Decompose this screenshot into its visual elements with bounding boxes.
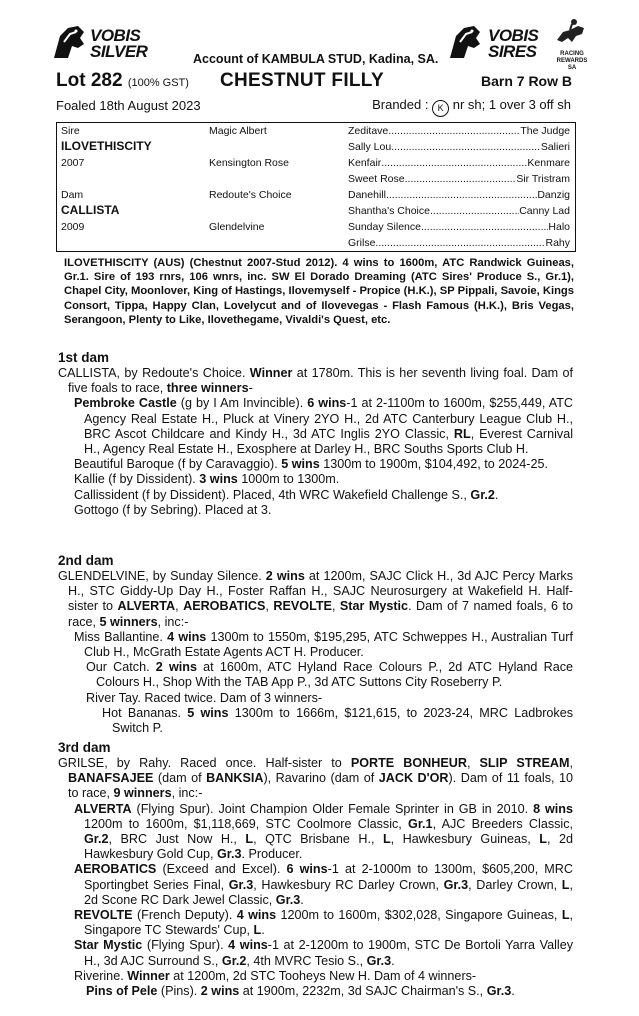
- progeny-list: [58, 396, 573, 518]
- bold-text: RL: [453, 426, 471, 441]
- sire-sire: Magic Albert: [209, 125, 267, 137]
- bold-text: REVOLTE: [273, 599, 332, 614]
- ancestor-row: Sunday Silence ..... Halo: [348, 221, 570, 234]
- ancestor-row: Zeditave ..... The Judge: [348, 125, 570, 138]
- bold-text: three winners: [166, 381, 249, 396]
- progeny-entry: [74, 908, 573, 938]
- text-run: River Tay. Raced twice. Dam of 3 winners-: [86, 690, 323, 705]
- bold-text: Gr.3: [366, 953, 392, 968]
- text-run: at 1200m, SAJC Click H., 3d AJC Percy Marks H., STC Giddy-Up Day H., Foster Raffan H., SAJC Neurosurgery at Wakefield H. Half-sister to: [68, 569, 573, 614]
- text-run: (Flying Spur).: [142, 938, 229, 953]
- sire-label: Sire: [61, 125, 80, 137]
- section-heading: 3rd dam: [58, 740, 111, 755]
- bold-text: PORTE BONHEUR: [350, 756, 467, 770]
- text-run: ,: [265, 599, 274, 614]
- logo-left-line2: SILVER: [90, 42, 148, 61]
- text-run: , Darley Crown,: [468, 877, 562, 892]
- text-run: 1000m to 1300m.: [237, 472, 340, 487]
- bold-text: 5 wins: [281, 457, 320, 472]
- foaled-date: Foaled 18th August 2023: [56, 98, 201, 113]
- progeny-entry: [86, 691, 573, 706]
- bold-text: Gr.3: [275, 892, 301, 907]
- dam-intro: [58, 756, 573, 802]
- vobis-silver-logo: [50, 22, 155, 62]
- bold-text: 5 winners: [99, 614, 158, 629]
- progeny-entry: [74, 472, 573, 487]
- text-run: . Producer.: [241, 847, 303, 862]
- ancestor-row: Kenfair ..... Kenmare: [348, 157, 570, 170]
- text-run: Beautiful Baroque (f by Caravaggio).: [74, 457, 282, 472]
- bold-text: BANAFSAJEE: [68, 771, 154, 786]
- progeny-entry: [74, 938, 573, 968]
- text-run: at 1200m, 2d STC Tooheys New H. Dam of 4 winners-: [169, 968, 477, 983]
- text-run: Our Catch.: [86, 660, 156, 675]
- text-run: , QTC Brisbane H.,: [253, 832, 383, 847]
- bold-text: Pins of Pele: [86, 984, 158, 999]
- bold-text: Pembroke Castle: [74, 396, 177, 411]
- bold-text: BANKSIA: [206, 771, 264, 786]
- text-run: (Flying Spur). Joint Champion Older Female Sprinter in GB in 2010.: [131, 801, 534, 816]
- bold-text: 2 wins: [155, 660, 197, 675]
- dam-name: CALLISTA: [61, 203, 120, 217]
- logo-right-line2: SIRES: [488, 42, 537, 61]
- text-run: (Pins).: [157, 984, 201, 999]
- branded-label: Branded :: [372, 97, 429, 112]
- progeny-entry: [74, 457, 573, 472]
- bold-text: L: [539, 832, 547, 847]
- bold-text: Gr.3: [228, 877, 254, 892]
- second-dam-section: [58, 553, 573, 736]
- progeny-entry: [74, 630, 573, 660]
- racing-rewards-line3: SA: [567, 65, 577, 71]
- text-run: GRILSE, by Rahy. Raced once. Half-sister to: [58, 756, 351, 770]
- text-run: , 2d Scone RC Dark Jewel Classic,: [84, 877, 573, 907]
- progeny-entry: [74, 396, 573, 457]
- dam-dam: Glendelvine: [209, 221, 265, 233]
- text-run: Callissident (f by Dissident). Placed, 4th WRC Wakefield Challenge S.,: [74, 487, 471, 502]
- horse-head-icon: [446, 22, 490, 62]
- text-run: .: [391, 953, 395, 968]
- progeny-entry: [86, 984, 573, 999]
- text-run: .: [261, 923, 265, 938]
- text-run: at 1900m, 2232m, 3d SAJC Chairman's S.,: [239, 984, 487, 999]
- bold-text: 4 wins: [228, 938, 268, 953]
- text-run: ), Ravarino (dam of: [263, 771, 379, 786]
- logo-left-line1: VOBIS: [90, 26, 141, 45]
- text-run: Kallie (f by Dissident).: [74, 472, 200, 487]
- text-run: -: [248, 381, 253, 396]
- bold-text: 4 wins: [167, 629, 207, 644]
- text-run: Riverine.: [74, 968, 128, 983]
- text-run: -1 at 2-1100m to 1600m, $255,449, ATC Agency Real Estate H., Pluck at Vinery 2YO H., 2d ATC Canterbury League Club H., BRC Ascot Childcare and Kindy H., 3d ATC Inglis 2YO Classic,: [84, 396, 574, 441]
- text-run: 1200m to 1600m, $1,118,669, STC Coolmore Classic,: [84, 816, 409, 831]
- text-run: , Singapore TC Stewards' Cup,: [84, 908, 574, 938]
- text-run: , 2d Hawkesbury Gold Cup,: [84, 832, 573, 862]
- sire-name: ILOVETHISCITY: [61, 139, 152, 153]
- bold-text: 6 wins: [307, 396, 347, 411]
- sire-year: 2007: [61, 157, 85, 169]
- bold-text: ALVERTA: [74, 801, 132, 816]
- text-run: , AJC Breeders Classic,: [432, 816, 574, 831]
- bold-text: 3 wins: [199, 472, 238, 487]
- ancestor-row: Sally Lou ..... Salieri: [348, 141, 570, 154]
- progeny-list: [58, 630, 573, 736]
- dam-sire: Redoute's Choice: [209, 189, 292, 201]
- bold-text: L: [561, 908, 570, 923]
- text-run: , Hawkesbury Guineas,: [390, 832, 540, 847]
- bold-text: Winner: [249, 366, 293, 380]
- bold-text: Winner: [127, 968, 170, 983]
- ancestor-row: Danehill ..... Danzig: [348, 189, 570, 202]
- progeny-entry: [74, 503, 573, 518]
- text-run: , inc:-: [157, 614, 189, 629]
- text-run: , Everest Carnival H., Agency Real Estate H., Exosphere at Darley H., BRC Souths Sports Club H.: [84, 426, 573, 457]
- text-run: .: [300, 892, 304, 907]
- bold-text: 9 winners: [113, 786, 172, 801]
- horse-jockey-icon: [554, 16, 590, 46]
- bold-text: 4 wins: [236, 908, 277, 923]
- bold-text: L: [561, 877, 570, 892]
- bold-text: L: [253, 923, 262, 938]
- bold-text: Star Mystic: [339, 599, 409, 614]
- brand-mark: K: [432, 100, 449, 117]
- text-run: -1 at 2-1200m to 1900m, STC De Bortoli Yarra Valley H., 3d AJC Surround S.,: [84, 938, 573, 968]
- text-run: at 1780m. This is her seventh living foal. Dam of five foals to race,: [68, 366, 573, 396]
- sire-dam: Kensington Rose: [209, 157, 289, 169]
- text-run: .: [511, 984, 515, 999]
- bold-text: L: [245, 832, 254, 847]
- lot-header: [56, 70, 576, 92]
- gst-note: (100% GST): [127, 77, 189, 89]
- bold-text: REVOLTE: [74, 908, 133, 923]
- bold-text: Gr.3: [443, 877, 469, 892]
- ancestor-row: Grilse ..... Rahy: [348, 237, 570, 250]
- bold-text: L: [382, 832, 391, 847]
- pedigree-table: [56, 122, 576, 252]
- racing-rewards-line1: RACING: [560, 51, 584, 57]
- lot-description: CHESTNUT FILLY: [220, 70, 384, 91]
- text-run: , Hawkesbury RC Darley Crown,: [253, 877, 444, 892]
- first-dam-section: [58, 350, 573, 518]
- branded-rest: nr sh; 1 over 3 off sh: [452, 97, 571, 112]
- text-run: at 1600m, ATC Hyland Race Colours P., 2d ATC Hyland Race Colours H., Shop With the TAB App P., 3d ATC Suttons City Roseberry P.: [96, 660, 573, 690]
- barn-location: Barn 7 Row B: [480, 73, 572, 89]
- dam-label: Dam: [61, 189, 84, 201]
- text-run: 1300m to 1550m, $195,295, ATC Schweppes H., Australian Turf Club H., McGrath Estate Agents ACT H. Producer.: [84, 629, 573, 660]
- lot-number: [56, 70, 189, 92]
- progeny-entry: [86, 660, 573, 690]
- bold-text: Gr.2: [221, 953, 247, 968]
- text-run: (French Deputy).: [132, 908, 237, 923]
- racing-rewards-line2: REWARDS: [556, 58, 588, 64]
- progeny-entry: [74, 802, 573, 863]
- bold-text: 2 wins: [265, 569, 305, 583]
- section-heading: 2nd dam: [58, 553, 114, 568]
- text-run: , BRC Just Now H.,: [108, 832, 246, 847]
- ancestor-row: Sweet Rose ..... Sir Tristram: [348, 173, 570, 186]
- bold-text: Gr.1: [408, 816, 433, 831]
- vobis-sires-logo: [446, 22, 551, 62]
- bold-text: AEROBATICS: [183, 599, 266, 614]
- section-heading: 1st dam: [58, 350, 110, 365]
- bold-text: Gr.2: [84, 832, 109, 847]
- bold-text: 8 wins: [533, 801, 574, 816]
- text-run: .: [494, 487, 499, 502]
- bold-text: 2 wins: [200, 984, 240, 999]
- racing-rewards-logo: [552, 16, 592, 72]
- text-run: Miss Ballantine.: [74, 629, 168, 644]
- text-run: ,: [175, 599, 184, 614]
- vendor-account: Account of KAMBULA STUD, Kadina, SA.: [193, 52, 439, 66]
- branded-info: [372, 97, 571, 117]
- text-run: . Dam of 7 named foals, 6 to race,: [68, 599, 574, 629]
- horse-head-icon: [50, 22, 94, 62]
- text-run: ). Dam of 11 foals, 10 to race,: [68, 771, 573, 801]
- bold-text: Gr.3: [486, 984, 512, 999]
- text-run: 1200m to 1600m, $302,028, Singapore Guineas,: [276, 908, 562, 923]
- text-run: , 4th MVRC Tesio S.,: [246, 953, 367, 968]
- progeny-list: [58, 802, 573, 1000]
- text-run: ,: [466, 756, 480, 770]
- progeny-entry: [74, 488, 573, 503]
- third-dam-section: [58, 740, 573, 999]
- progeny-entry: [74, 862, 573, 908]
- bold-text: 6 wins: [286, 862, 328, 877]
- logo-right-line1: VOBIS: [488, 26, 539, 45]
- text-run: CALLISTA, by Redoute's Choice.: [58, 366, 250, 380]
- text-run: 1300m to 1666m, $121,615, to 2023-24, MRC Ladbrokes Switch P.: [112, 705, 574, 736]
- text-run: , inc:-: [171, 786, 203, 801]
- sire-summary: ILOVETHISCITY (AUS) (Chestnut 2007-Stud 2012). 4 wins to 1600m, ATC Randwick Guineas, Gr.1. Sire of 193 rnrs, 106 wnrs, inc. SW El Dorado Dreaming (ATC Sires' Produce S., Gr.1), Chapel City, Moonlover, King of Hastings, Ilovemyself - Propice (H.K.), SP Pippali, Savoie, Kings Consort, Tippa, Happy Clan, Lovelycut and of Ilovevegas - Flash Famous (H.K.), Bris Vegas, Serangoon, Plenty to Like, Ilovethegame, Vivaldi's Quest, etc.: [64, 257, 574, 326]
- progeny-entry: [74, 969, 573, 984]
- text-run: (g by I Am Invincible).: [176, 396, 308, 411]
- ancestor-row: Shantha's Choice ..... Canny Lad: [348, 205, 570, 218]
- dam-year: 2009: [61, 221, 85, 233]
- bold-text: Gr.2: [470, 487, 495, 502]
- dam-intro: [58, 569, 573, 630]
- dam-intro: [58, 366, 573, 396]
- bold-text: Gr.3: [217, 847, 242, 862]
- text-run: Gottogo (f by Sebring). Placed at 3.: [74, 502, 272, 517]
- text-run: -1 at 2-1000m to 1300m, $605,200, MRC Sportingbet Series Final,: [84, 862, 573, 892]
- bold-text: SLIP STREAM: [479, 756, 570, 770]
- bold-text: JACK D'OR: [378, 771, 449, 786]
- bold-text: ALVERTA: [117, 599, 176, 614]
- text-run: ,: [331, 599, 340, 614]
- bold-text: AEROBATICS: [74, 862, 157, 877]
- text-run: 1300m to 1900m, $104,492, to 2024-25.: [319, 457, 548, 472]
- progeny-entry: [102, 706, 573, 736]
- text-run: GLENDELVINE, by Sunday Silence.: [58, 569, 266, 583]
- text-run: Hot Bananas.: [102, 705, 188, 720]
- text-run: (Exceed and Excel).: [156, 862, 287, 877]
- bold-text: 5 wins: [187, 705, 229, 720]
- lot-label: Lot 282: [56, 70, 123, 91]
- text-run: (dam of: [153, 771, 207, 786]
- text-run: ,: [569, 756, 574, 770]
- bold-text: Star Mystic: [74, 938, 143, 953]
